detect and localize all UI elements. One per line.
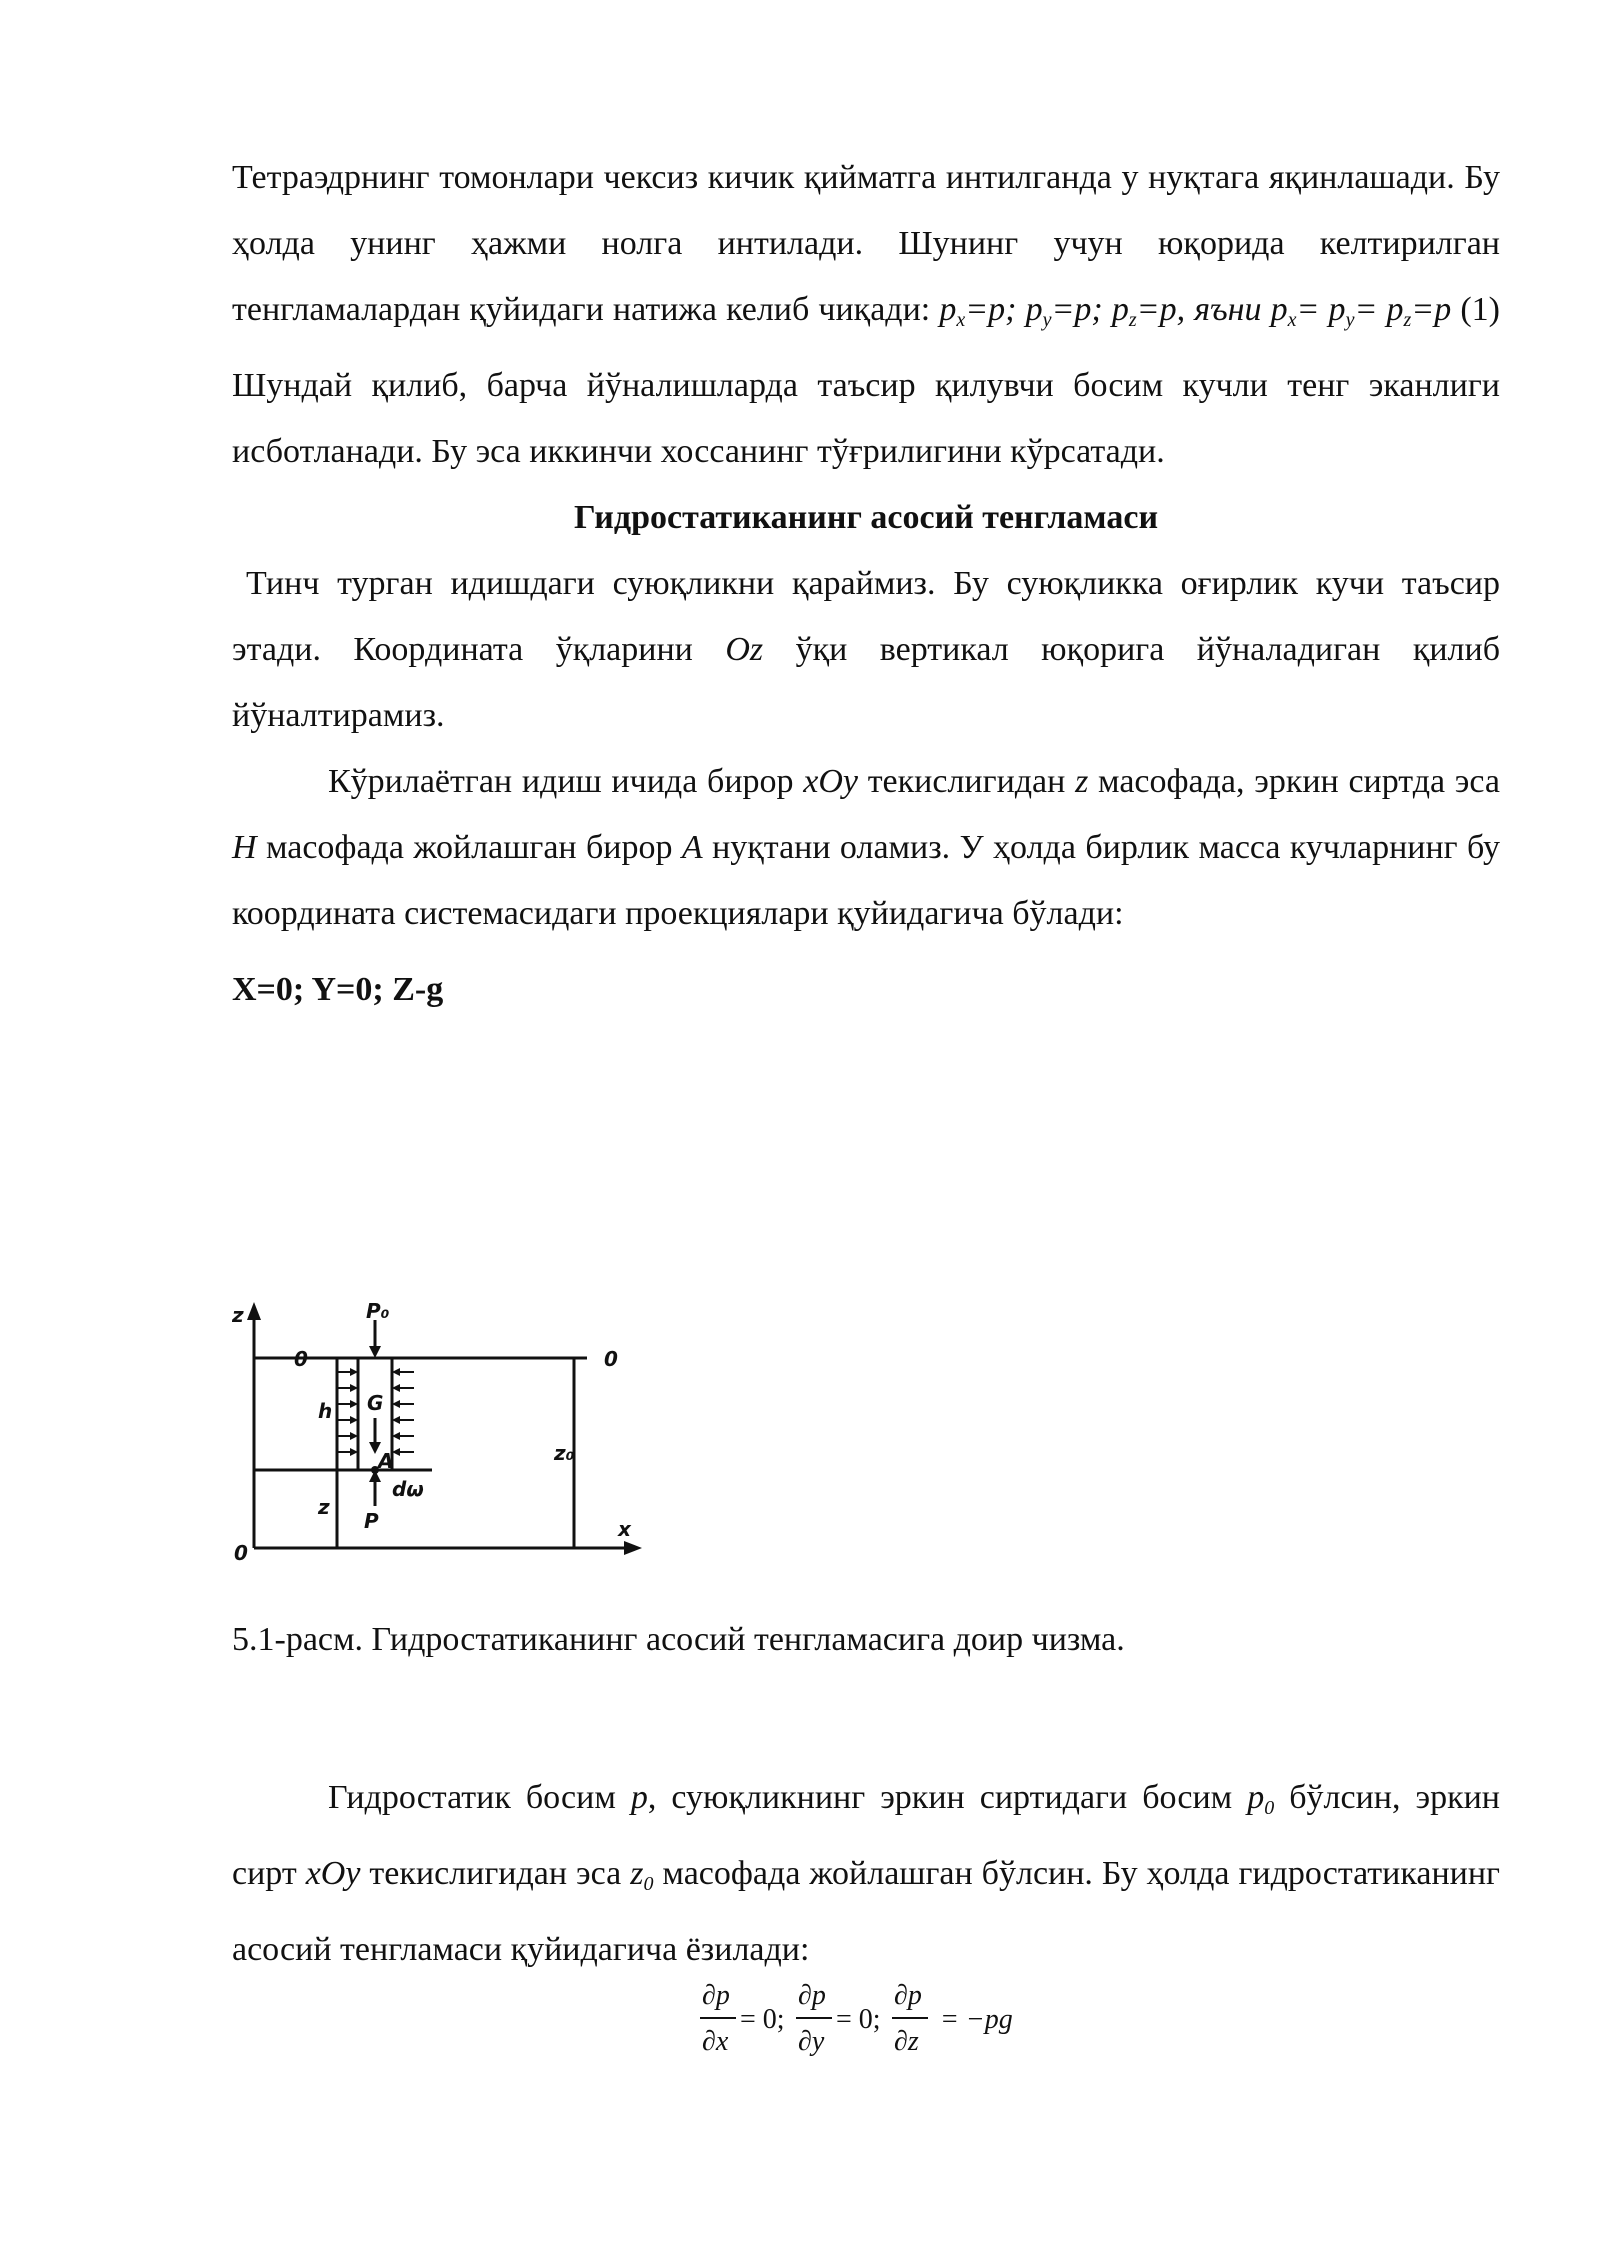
frac2-den: ∂y	[798, 2026, 825, 2057]
x-axis-label: x	[618, 1517, 631, 1541]
z-axis-label: z	[232, 1303, 244, 1327]
eq-zero-2: = 0;	[836, 2004, 881, 2035]
force-projections: X=0; Y=0; Z-g	[232, 971, 444, 1008]
p-label: P	[364, 1509, 379, 1533]
main-text	[232, 145, 1500, 1023]
frac1-den: ∂x	[702, 2026, 729, 2057]
paragraph-fluid: Тинч турган идишдаги суюқликни қараймиз. Бу суюқликка оғирлик кучи таъсир этади. Координата ўқларини Oz ўқи вертикал юқорига йўналадиган қилиб йўналтирамиз.	[232, 565, 1500, 734]
paragraph-point-a: Кўрилаётган идиш ичида бирор xOy текислигидан z масофада, эркин сиртда эса H масофада жойлашган бирор A нуқтани оламиз. У ҳолда бирлик масса кучларнинг бу координата системасидаги проекциялари қуйидагича бўлади:	[232, 763, 1501, 932]
z0-label: z₀	[554, 1441, 575, 1465]
paragraph-tetrahedron: Тетраэдрнинг томонлари чексиз кичик қийматга интилганда у нуқтага яқинлашади. Бу ҳолда унинг ҳажми нолга интилади. Шунинг учун юқорида келтирилган тенгламалардан қуйидаги натижа келиб чиқади: $p_x=p$; $p_y=p$; $p_z=p$, яъни $p_x= p_y= p_z=p$ (1) Шундай қилиб, барча йўналишларда таъсир қилувчи босим кучли тенг эканлиги исботланади. Бу эса иккинчи хоссанинг тўғрилигини кўрсатади.	[232, 159, 1500, 470]
frac2-num: ∂p	[798, 1980, 826, 2011]
frac3-num: ∂p	[894, 1980, 922, 2011]
frac1-num: ∂p	[702, 1980, 730, 2011]
dw-label: dω	[392, 1477, 424, 1501]
g-label: G	[367, 1391, 384, 1415]
origin-label: 0	[234, 1541, 248, 1565]
eq-zero-1: = 0;	[740, 2004, 785, 2035]
hydrostatic-equation	[700, 1972, 1030, 2062]
frac3-den: ∂z	[894, 2026, 919, 2057]
level-left-label: 0	[294, 1347, 308, 1371]
level-right-label: 0	[604, 1347, 618, 1371]
second-text	[232, 1765, 1500, 1983]
section-heading: Гидростатиканинг асосий тенгламаси	[573, 499, 1159, 536]
p0-label: P₀	[366, 1300, 390, 1323]
h-label: h	[318, 1399, 333, 1423]
z-label: z	[318, 1495, 330, 1519]
rhs: = −pg	[940, 2004, 1013, 2035]
figure-caption: 5.1-расм. Гидростатиканинг асосий тенгламасига доир чизма.	[232, 1621, 1125, 1658]
a-label: A	[378, 1449, 394, 1473]
hydrostatics-figure	[232, 1300, 642, 1570]
paragraph-pressure: Гидростатик босим p, суюқликнинг эркин сиртидаги босим $p_0$ бўлсин, эркин сирт xOy текислигидан эса $z_0$ масофада жойлашган бўлсин. Бу ҳолда гидростатиканинг асосий тенгламаси қуйидагича ёзилади:	[232, 1779, 1501, 1968]
